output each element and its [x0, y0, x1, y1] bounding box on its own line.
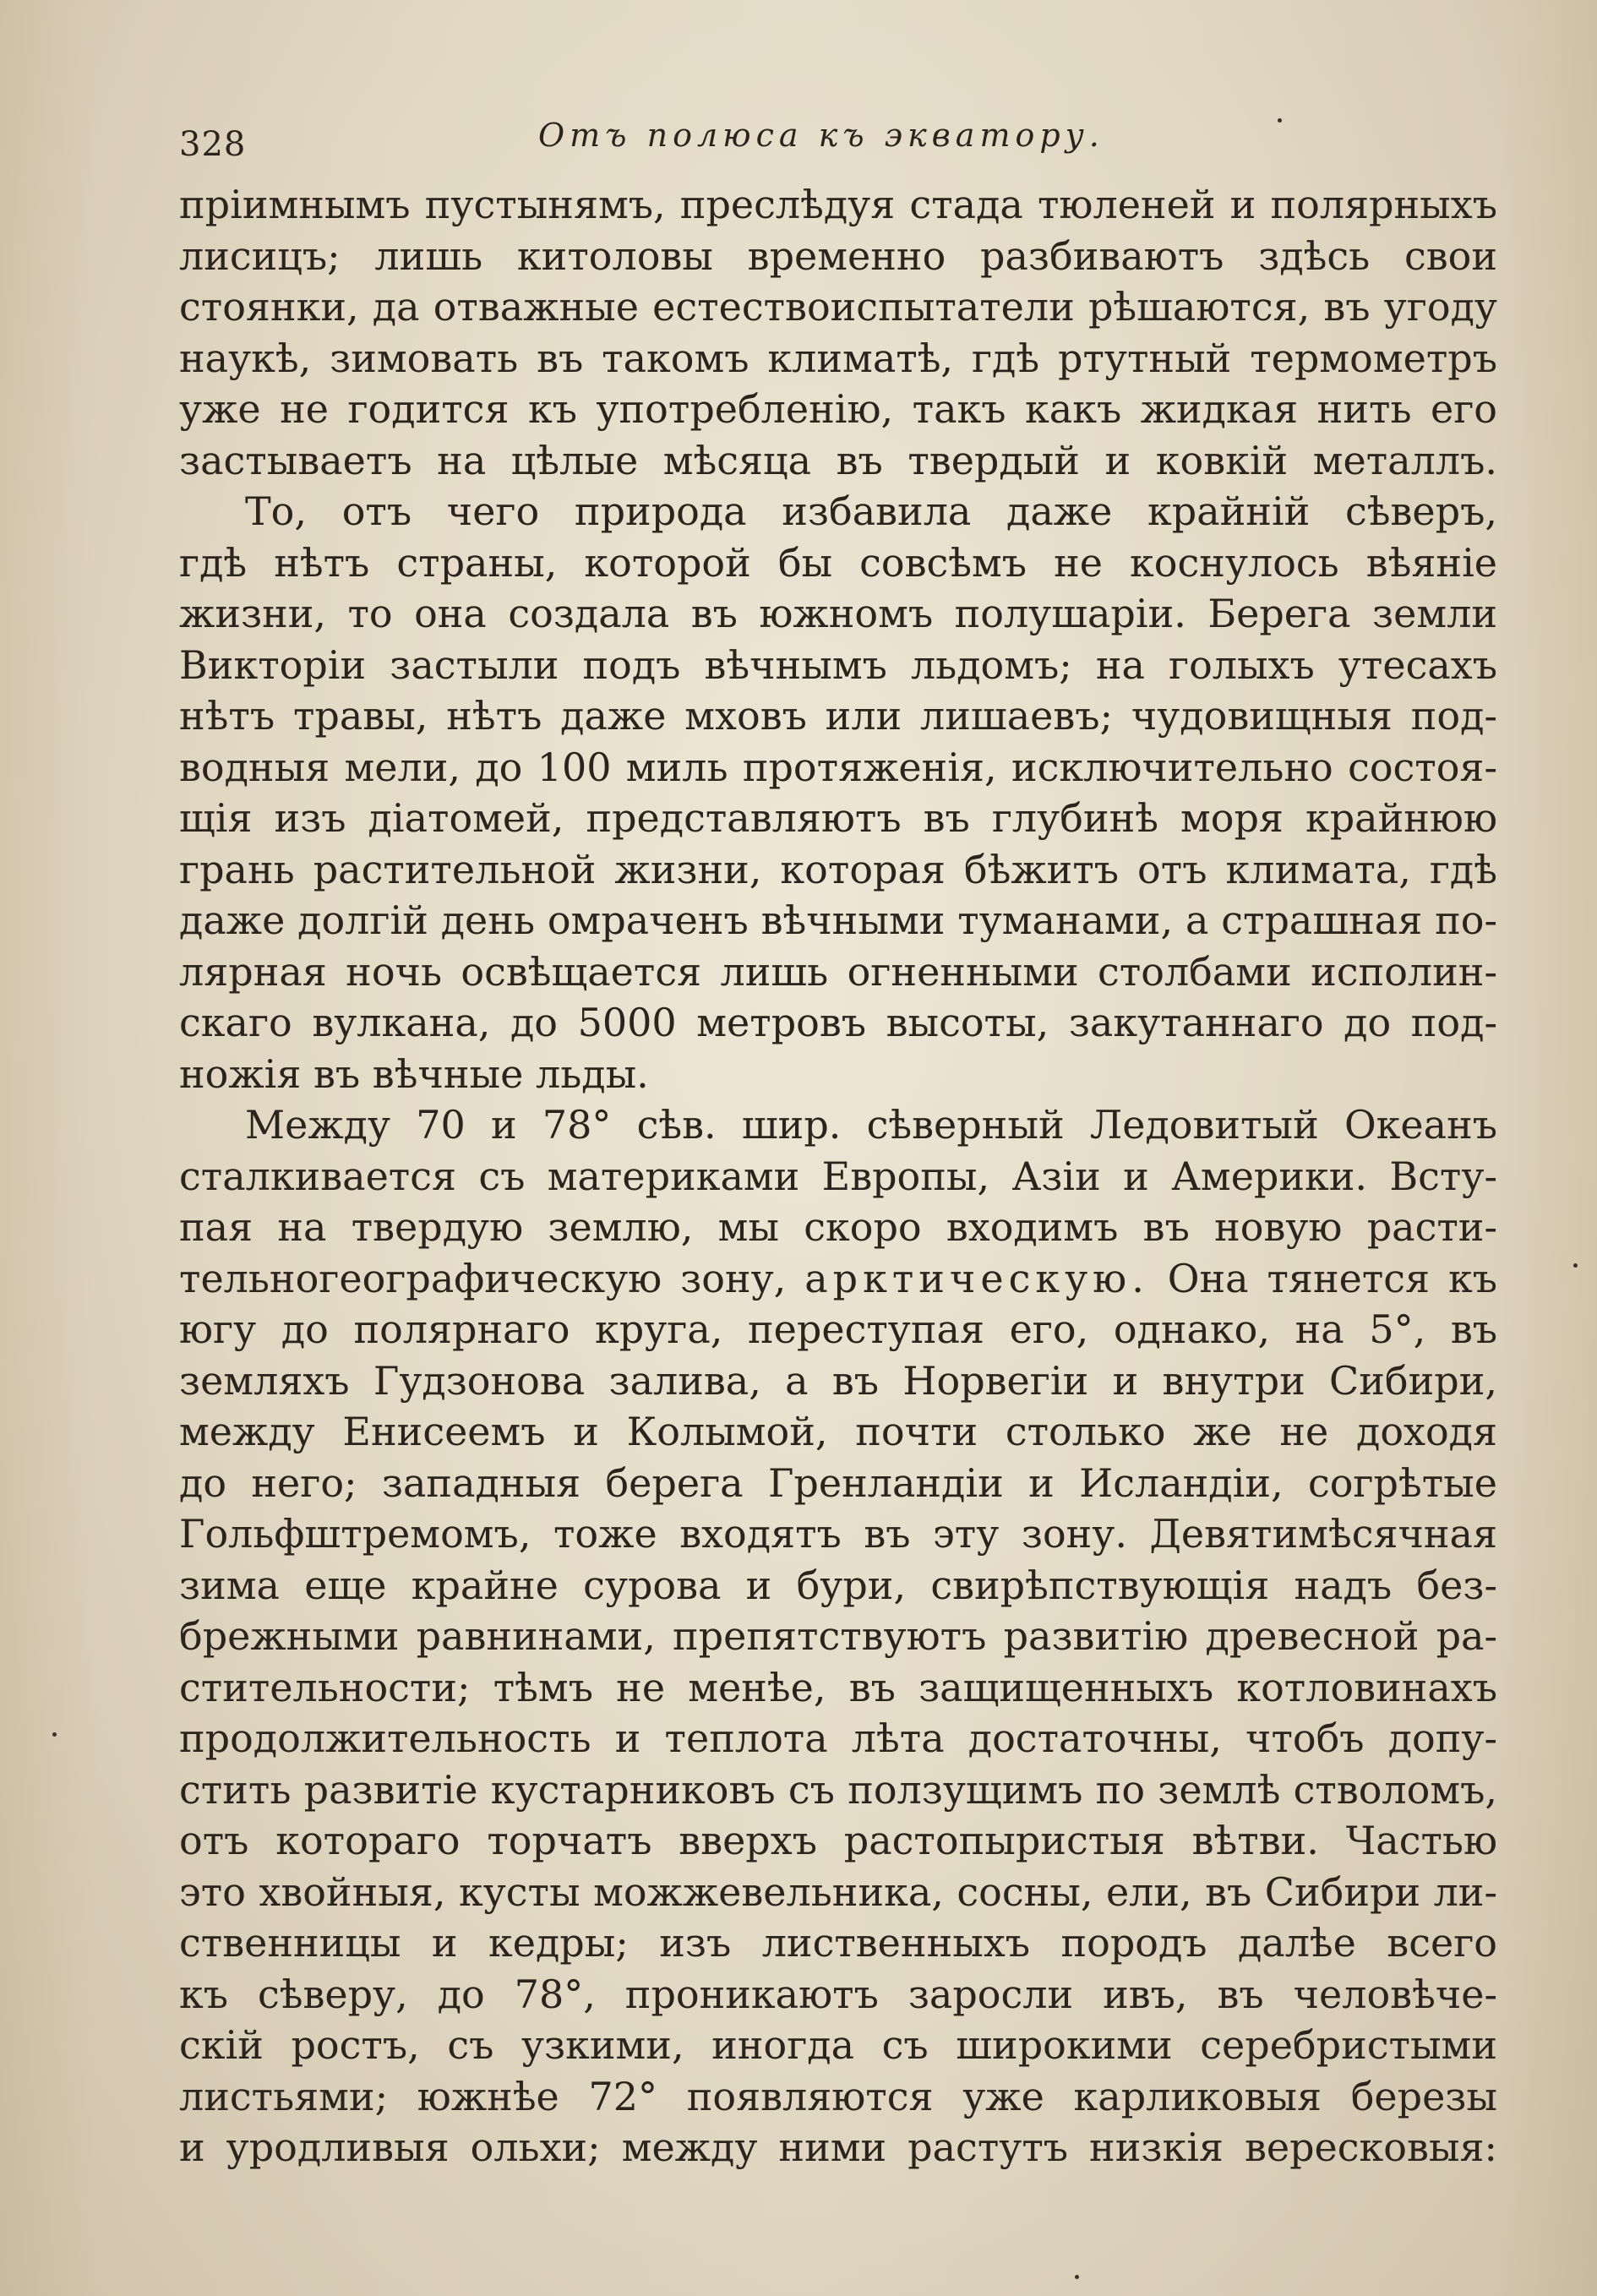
running-title: Отъ полюса къ экватору. [538, 117, 1104, 154]
text-line: скій ростъ, съ узкими, иногда съ широкими серебристыми [179, 2022, 1497, 2068]
text-line: къ сѣверу, до 78°, проникаютъ заросли ивъ, въ человѣче- [179, 1971, 1497, 2017]
text-line: и уродливыя ольхи; между ними растутъ низкія вересковыя: [179, 2124, 1497, 2170]
text-line: уже не годится къ употребленію, такъ какъ жидкая нить его [179, 386, 1497, 432]
spaced-emphasis-term: арктическую. [804, 1255, 1149, 1301]
text-line: лярная ночь освѣщается лишь огненными столбами исполин- [179, 948, 1497, 995]
text-line: гдѣ нѣтъ страны, которой бы совсѣмъ не коснулось вѣяніе [179, 539, 1497, 586]
ink-speck [1278, 118, 1282, 123]
text-line: пріимнымъ пустынямъ, преслѣдуя стада тюленей и полярныхъ [179, 182, 1497, 227]
text-line: продолжительность и теплота лѣта достаточны, чтобъ допу- [179, 1715, 1497, 1761]
text-line: наукѣ, зимовать въ такомъ климатѣ, гдѣ ртутный термометръ [179, 335, 1497, 381]
text-line: ножія въ вѣчные льды. [179, 1050, 649, 1097]
text-line: жизни, то она создала въ южномъ полушаріи. Берега земли [179, 591, 1497, 636]
text-line: югу до полярнаго круга, переступая его, однако, на 5°, въ [179, 1306, 1497, 1352]
text-line: до него; западныя берега Гренландіи и Исландіи, согрѣтые [179, 1459, 1497, 1506]
text-line: между Енисеемъ и Колымой, почти столько же не доходя [179, 1409, 1497, 1454]
ink-speck [52, 1732, 57, 1737]
text-line: отъ котораго торчатъ вверхъ растопыристыя вѣтви. Частью [179, 1818, 1497, 1863]
text-line: листьями; южнѣе 72° появляются уже карликовыя березы [179, 2073, 1497, 2119]
text-line: Викторіи застыли подъ вѣчнымъ льдомъ; на голыхъ утесахъ [179, 641, 1497, 688]
text-line: Между 70 и 78° сѣв. шир. сѣверный Ледовитый Океанъ [245, 1102, 1497, 1148]
text-line: нѣтъ травы, нѣтъ даже мховъ или лишаевъ; чудовищныя под- [179, 693, 1497, 739]
text-line: грань растительной жизни, которая бѣжитъ отъ климата, гдѣ [179, 846, 1497, 892]
text-line: стительности; тѣмъ не менѣе, въ защищенныхъ котловинахъ [179, 1664, 1497, 1710]
text-line-with-spaced-term [179, 1253, 1497, 1305]
text-line: это хвойныя, кусты можжевельника, сосны, ели, въ Сибири ли- [179, 1868, 1497, 1915]
text-line: даже долгій день омраченъ вѣчными туманами, а страшная по- [179, 897, 1497, 943]
text-segment: Она тянется къ [1167, 1255, 1497, 1301]
text-line: лисицъ; лишь китоловы временно разбиваютъ здѣсь свои [179, 232, 1497, 279]
text-segment: тельногеографическую зону, [179, 1255, 787, 1301]
text-line: стить развитіе кустарниковъ съ ползущимъ по землѣ стволомъ, [179, 1766, 1497, 1813]
text-line: То, отъ чего природа избавила даже крайній сѣверъ, [245, 488, 1497, 534]
text-line: пая на твердую землю, мы скоро входимъ въ новую расти- [179, 1204, 1497, 1250]
text-line: зима еще крайне сурова и бури, свирѣпствующія надъ без- [179, 1562, 1497, 1608]
text-line: сталкивается съ материками Европы, Азіи и Америки. Всту- [179, 1153, 1497, 1199]
page-header [179, 117, 1497, 167]
ink-speck [1075, 2275, 1079, 2279]
text-line: щія изъ діатомей, представляютъ въ глубинѣ моря крайнюю [179, 795, 1497, 841]
text-line: ственницы и кедры; изъ лиственныхъ породъ далѣе всего [179, 1920, 1497, 1966]
text-line: водныя мели, до 100 миль протяженія, исключительно состоя- [179, 744, 1497, 790]
ink-speck [1573, 1263, 1578, 1268]
text-line: Гольфштремомъ, тоже входятъ въ эту зону. Девятимѣсячная [179, 1511, 1497, 1557]
page-number: 328 [179, 125, 247, 164]
text-line: стоянки, да отважные естествоиспытатели рѣшаются, въ угоду [179, 284, 1497, 330]
text-line: земляхъ Гудзонова залива, а въ Норвегіи и внутри Сибири, [179, 1357, 1497, 1404]
body-text [179, 179, 1497, 2173]
text-line: скаго вулкана, до 5000 метровъ высоты, закутаннаго до под- [179, 1000, 1497, 1045]
text-line: застываетъ на цѣлые мѣсяца въ твердый и ковкій металлъ. [179, 437, 1497, 483]
text-line: брежными равнинами, препятствуютъ развитію древесной ра- [179, 1613, 1497, 1659]
